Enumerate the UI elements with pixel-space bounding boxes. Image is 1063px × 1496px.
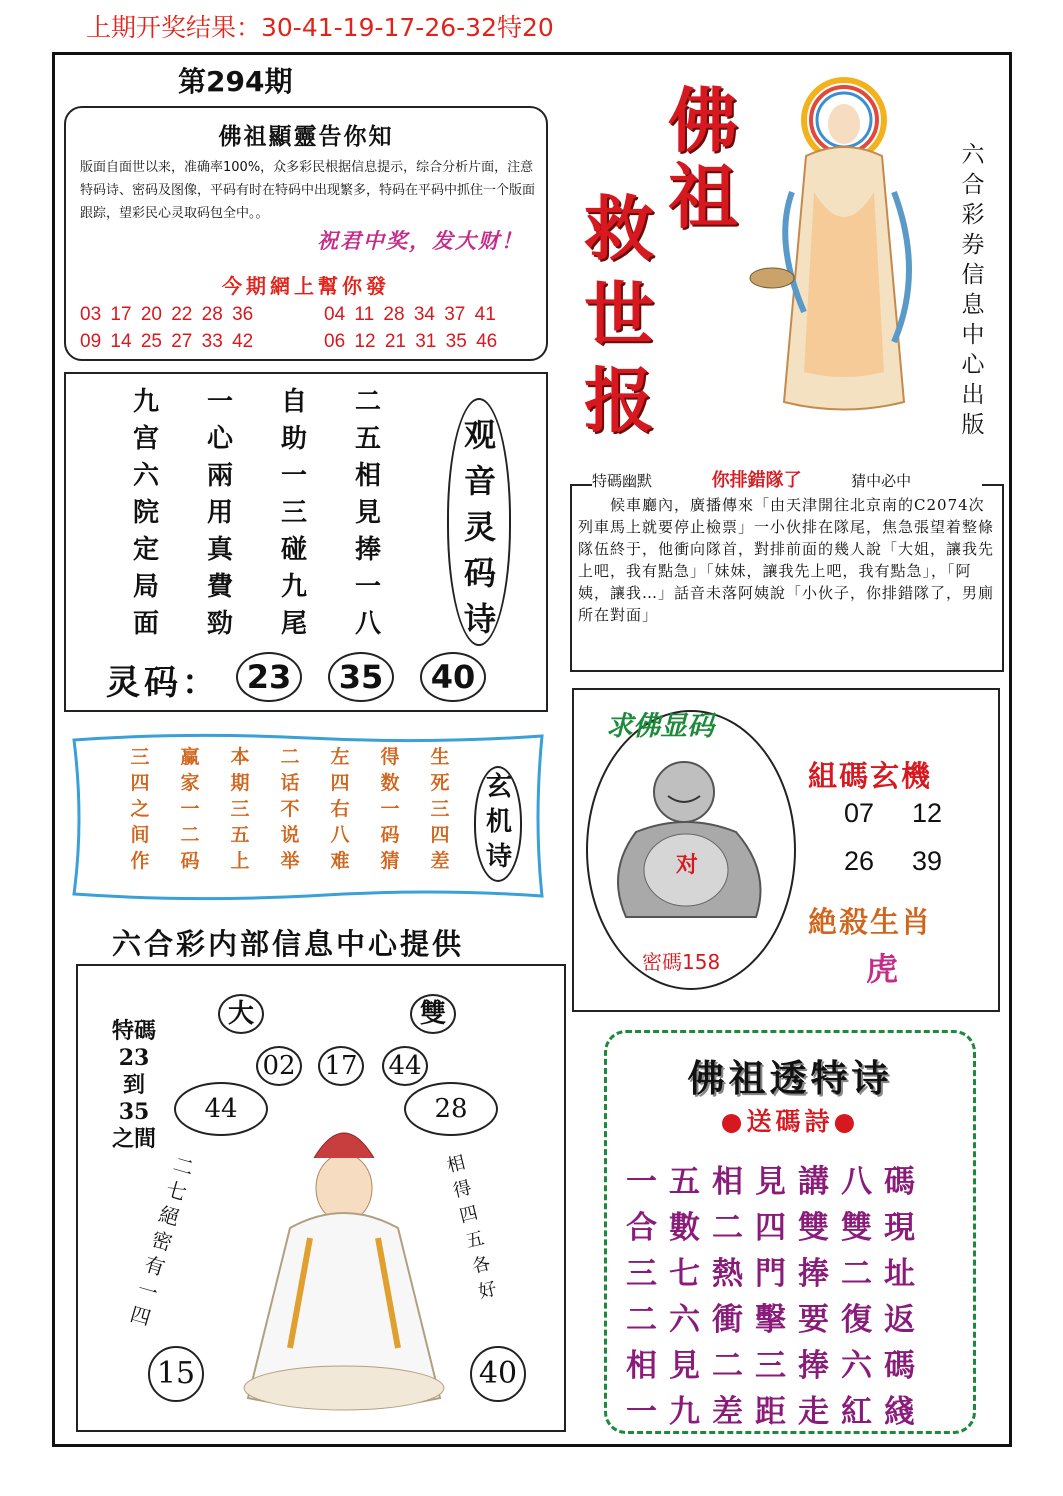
oval-number-left: 44 (174, 1082, 268, 1136)
qiufo-text: 求佛显码 (606, 711, 714, 742)
title-char-1: 佛 (668, 79, 738, 162)
intro-subtitle: 今期網上幫你發 (222, 274, 390, 298)
secret-code: 密碼158 (642, 950, 721, 974)
joke-header (592, 466, 982, 492)
issue-number: 第294期 (178, 65, 293, 98)
intro-slogan: 祝君中奖，发大财！ (317, 228, 524, 253)
numbers-left-row-1: 03 17 20 22 28 36 (80, 304, 254, 325)
lingma-number-1: 23 (236, 652, 302, 702)
kill-zodiac-value: 虎 (866, 950, 899, 988)
poem-column-2: 一心兩用真費勁 (206, 387, 233, 639)
combo-title: 組碼玄機 (808, 759, 933, 793)
intro-title: 佛祖顯靈告你知 (218, 123, 394, 150)
right-hint-text: 相得四五各好 (444, 1152, 499, 1303)
lingma-number-3: 40 (420, 652, 486, 702)
xuanji-column-1: 三四之间作 (130, 746, 150, 872)
xuanji-column-5: 左四右八难 (330, 746, 350, 872)
title-char-2: 祖 (668, 155, 738, 238)
tete-poem-title: 佛祖透特诗 (687, 1056, 893, 1100)
title-char-5: 报 (584, 359, 654, 442)
top-number-1: 02 (256, 1046, 302, 1086)
publisher-text: 六合彩券信息中心出版 (961, 142, 985, 438)
xuanji-column-4: 二话不说举 (280, 746, 300, 872)
top-number-3: 44 (382, 1046, 428, 1086)
kill-zodiac-title: 絶殺生肖 (808, 905, 933, 939)
numbers-left-row-2: 09 14 25 27 33 42 (80, 331, 254, 352)
xuanji-tag: 玄机诗 (485, 772, 512, 872)
guanyin-standing-image (744, 72, 944, 422)
xuanji-column-7: 生死三四差 (430, 746, 450, 872)
combo-number-1: 07 (844, 798, 875, 828)
lingma-number-2: 35 (328, 652, 394, 702)
last-draw-result: 上期开奖结果：30-41-19-17-26-32特20 (86, 13, 554, 42)
top-number-2: 17 (318, 1046, 364, 1086)
dui-text: 对 (676, 852, 699, 878)
tete-poem-row-2: 合數二四雙雙現 (626, 1210, 927, 1246)
tete-poem-row-3: 三七熱門捧二址 (626, 1256, 927, 1292)
tete-poem-row-6: 一九差距走紅綫 (626, 1394, 927, 1430)
joke-header-mid: 你排錯隊了 (711, 470, 802, 491)
joke-body: 候車廳內，廣播傳來「由天津開往北京南的C2074次列車馬上就要停止檢票」一小伙排在隊尾，焦急張望着整條隊伍終于，他衝向隊首，對排前面的幾人說「大姐，讓我先上吧，我有點急」「妹妹，讓我先上吧，我有點急」，「阿姨，讓我…」話音未落阿姨說「小伙子，你排錯隊了，男廁所在對面」 (578, 496, 995, 624)
intro-box (64, 106, 548, 361)
tete-poem-subtitle: ●送碼詩● (720, 1107, 860, 1136)
lingma-label: 灵码： (106, 663, 220, 703)
tete-poem-row-1: 一五相見講八碼 (626, 1164, 927, 1200)
tete-poem-row-5: 相見二三捧六碼 (626, 1348, 927, 1384)
tete-poem-row-4: 二六衝擊要復返 (626, 1302, 927, 1338)
title-char-4: 世 (584, 273, 654, 356)
title-char-3: 救 (584, 187, 654, 270)
joke-header-right: 猜中必中 (851, 472, 912, 490)
laughing-buddha-image (606, 752, 776, 932)
numbers-right-row-2: 06 12 21 31 35 46 (324, 331, 498, 352)
left-hint-text: 二七絕密有一四 (127, 1151, 197, 1331)
poem-column-4: 二五相見捧一八 (354, 387, 381, 639)
numbers-right-row-1: 04 11 28 34 37 41 (324, 304, 496, 325)
bottom-number-left: 15 (148, 1346, 204, 1402)
tema-range-text: 特碼23到35之間 (112, 1018, 157, 1152)
poem-column-1: 九宫六院定局面 (132, 387, 159, 639)
da-circle: 大 (218, 994, 264, 1034)
combo-number-4: 39 (912, 846, 943, 876)
xuanji-column-3: 本期三五上 (230, 746, 250, 872)
shuang-circle: 雙 (410, 994, 456, 1034)
joke-header-left: 特碼幽默 (592, 472, 653, 490)
guanyin-seated-image (230, 1098, 460, 1418)
intro-body: 版面自面世以来，准确率100%，众多彩民根据信息提示，综合分析片面，注意特码诗、密码及图像，平码有时在特码中出现繁多，特码在平码中抓住一个版面跟踪，望彩民心灵取码包全中。。 (80, 160, 536, 221)
oval-number-right: 28 (404, 1082, 498, 1136)
provider-text: 六合彩内部信息中心提供 (112, 927, 465, 961)
combo-number-3: 26 (844, 846, 875, 876)
xuanji-column-2: 赢家一二码 (180, 746, 200, 872)
poem-column-3: 自助一三碰九尾 (280, 387, 307, 639)
poem-tag: 观音灵码诗 (464, 416, 497, 638)
combo-number-2: 12 (912, 798, 943, 828)
bottom-number-right: 40 (470, 1346, 526, 1402)
xuanji-column-6: 得数一码猜 (380, 746, 400, 872)
